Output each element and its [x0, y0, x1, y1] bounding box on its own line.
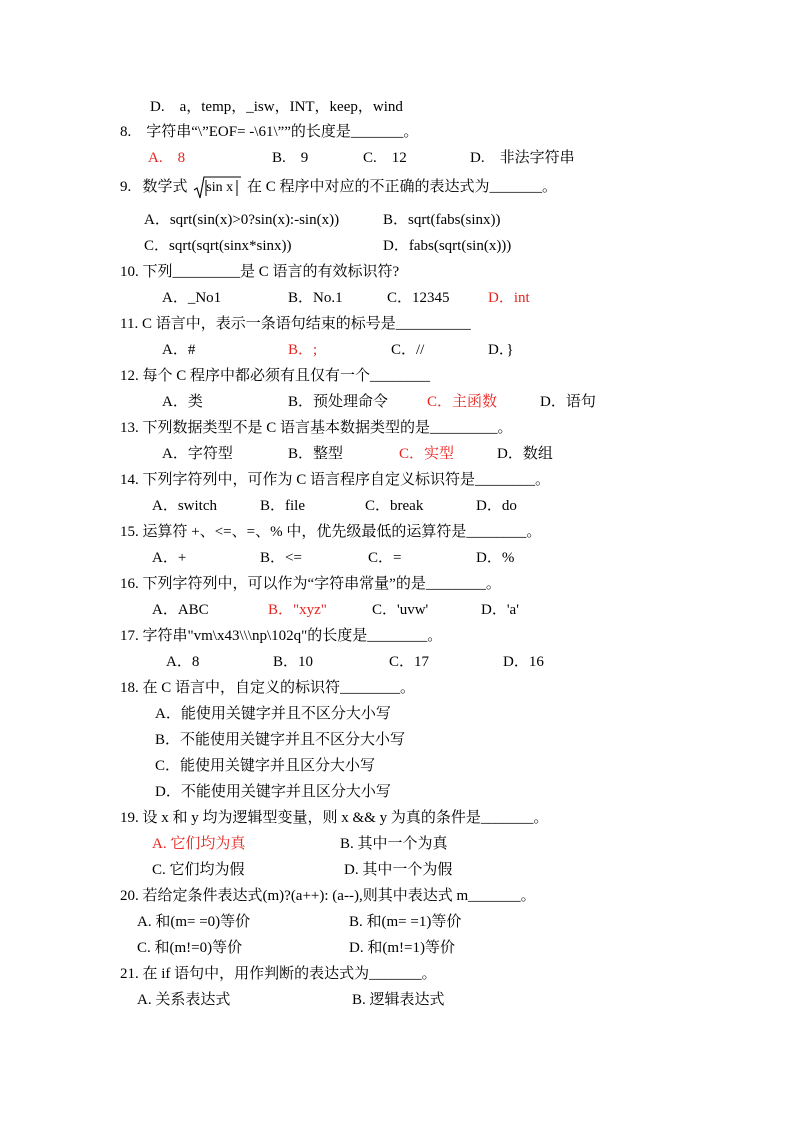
q14-option-a: A．switch — [152, 498, 217, 514]
q15-option-a: A．+ — [152, 550, 187, 566]
q12-option-c: C．主函数 — [427, 394, 498, 410]
q16-option-d: D．'a' — [481, 602, 519, 618]
q19-option-c: C. 它们均为假 — [152, 862, 245, 878]
q8-stem: 8. 字符串“\”EOF= -\61\””的长度是_______。 — [120, 124, 419, 140]
q10-stem: 10. 下列_________是 C 语言的有效标识符? — [120, 264, 400, 280]
q14-stem: 14. 下列字符列中，可作为 C 语言程序自定义标识符是________。 — [120, 472, 551, 488]
q18-option-a: A．能使用关键字并且不区分大小写 — [155, 706, 391, 722]
q20-stem: 20. 若给定条件表达式(m)?(a++): (a--),则其中表达式 m_______。 — [120, 888, 536, 904]
q8-option-b: B. 9 — [272, 150, 309, 166]
q20-option-c: C. 和(m!=0)等价 — [137, 940, 243, 956]
q15-option-b: B．<= — [260, 550, 302, 566]
q10-option-c: C．12345 — [387, 290, 450, 306]
q9-stem — [120, 176, 557, 200]
sqrt-formula — [193, 177, 241, 199]
q12-option-a: A．类 — [162, 394, 203, 410]
q14-option-d: D．do — [476, 498, 517, 514]
q9-option-a: A．sqrt(sin(x)>0?sin(x):-sin(x)) — [144, 212, 340, 228]
q19-option-d: D. 其中一个为假 — [344, 862, 453, 878]
q8-option-c: C. 12 — [363, 150, 407, 166]
q9-stem-before: 数学式 — [142, 179, 188, 195]
q16-option-c: C．'uvw' — [372, 602, 429, 618]
q15-stem: 15. 运算符 +、<=、=、% 中，优先级最低的运算符是________。 — [120, 524, 542, 540]
q15-option-d: D．% — [476, 550, 515, 566]
q12-option-b: B．预处理命令 — [288, 394, 389, 410]
q20-option-a: A. 和(m= =0)等价 — [137, 914, 251, 930]
q11-option-d: D．} — [488, 342, 514, 358]
q17-option-b: B．10 — [273, 654, 314, 670]
q18-option-b: B．不能使用关键字并且不区分大小写 — [155, 732, 406, 748]
q11-option-c: C．// — [391, 342, 425, 358]
q21-option-a: A. 关系表达式 — [137, 992, 231, 1008]
q9-option-b: B．sqrt(fabs(sinx)) — [383, 212, 501, 228]
q12-option-d: D．语句 — [540, 394, 596, 410]
sqrt-formula-text: sin x — [206, 179, 234, 195]
q14-option-b: B．file — [260, 498, 305, 514]
q21-option-b: B. 逻辑表达式 — [352, 992, 445, 1008]
q10-option-a: A．_No1 — [162, 290, 222, 306]
q16-option-b: B．"xyz" — [268, 602, 327, 618]
q9-option-d: D．fabs(sqrt(sin(x))) — [383, 238, 512, 254]
q13-option-c: C．实型 — [399, 446, 455, 462]
q19-option-b: B. 其中一个为真 — [340, 836, 448, 852]
q20-option-d: D. 和(m!=1)等价 — [349, 940, 455, 956]
q10-option-d: D．int — [488, 290, 530, 306]
q11-stem: 11. C 语言中，表示一条语句结束的标号是__________ — [120, 316, 471, 332]
q13-option-b: B．整型 — [288, 446, 344, 462]
q17-option-d: D．16 — [503, 654, 544, 670]
q16-option-a: A．ABC — [152, 602, 209, 618]
q11-option-a: A．# — [162, 342, 196, 358]
q8-option-d: D. 非法字符串 — [470, 150, 575, 166]
q18-option-c: C．能使用关键字并且区分大小写 — [155, 758, 376, 774]
q8-option-a: A. 8 — [148, 150, 186, 166]
q21-stem: 21. 在 if 语句中，用作判断的表达式为_______。 — [120, 966, 437, 982]
q18-stem: 18. 在 C 语言中，自定义的标识符________。 — [120, 680, 416, 696]
q19-option-a: A. 它们均为真 — [152, 836, 246, 852]
q20-option-b: B. 和(m= =1)等价 — [349, 914, 462, 930]
q18-option-d: D．不能使用关键字并且区分大小写 — [155, 784, 391, 800]
q19-stem: 19. 设 x 和 y 均为逻辑型变量，则 x && y 为真的条件是_______。 — [120, 810, 549, 826]
q16-stem: 16. 下列字符列中，可以作为“字符串常量”的是________。 — [120, 576, 501, 592]
q9-option-c: C．sqrt(sqrt(sinx*sinx)) — [144, 238, 292, 254]
q13-option-a: A．字符型 — [162, 446, 233, 462]
q17-stem: 17. 字符串"vm\x43\\\np\102q"的长度是________。 — [120, 628, 443, 644]
q10-option-b: B．No.1 — [288, 290, 343, 306]
q13-stem: 13. 下列数据类型不是 C 语言基本数据类型的是_________。 — [120, 420, 513, 436]
q12-stem: 12. 每个 C 程序中都必须有且仅有一个________ — [120, 368, 431, 384]
q14-option-c: C．break — [365, 498, 424, 514]
q9-stem-after: 在 C 程序中对应的不正确的表达式为_______。 — [247, 179, 558, 195]
q17-option-a: A．8 — [166, 654, 200, 670]
q7-option-d: D. a，temp，_isw，INT，keep，wind — [150, 99, 403, 115]
q13-option-d: D．数组 — [497, 446, 553, 462]
q15-option-c: C．= — [368, 550, 402, 566]
q11-option-b: B．; — [288, 342, 318, 358]
q17-option-c: C．17 — [389, 654, 430, 670]
q9-number: 9. — [120, 179, 132, 195]
